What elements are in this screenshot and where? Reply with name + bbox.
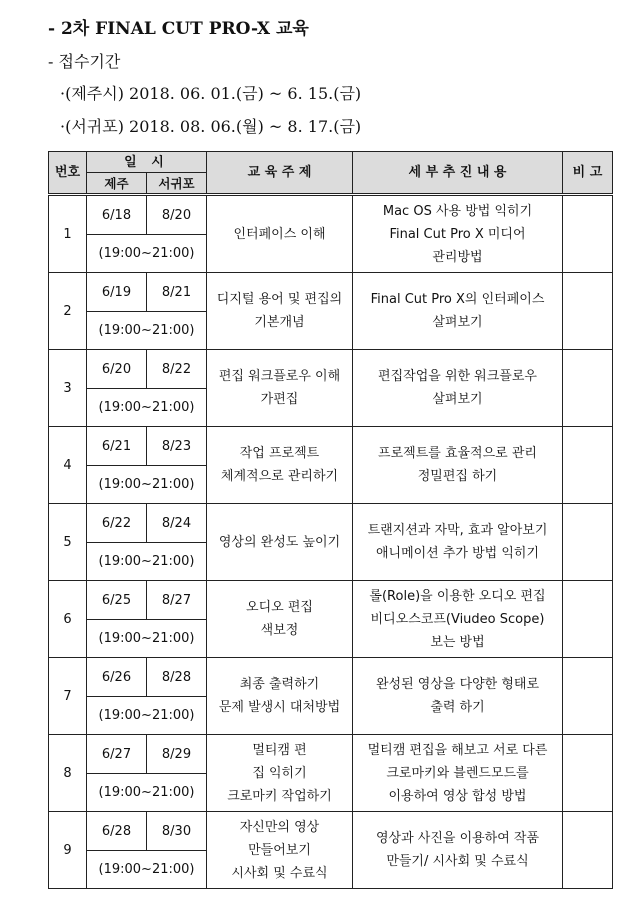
detail-cell-line: 편집작업을 위한 워크플로우 — [378, 369, 537, 384]
subject-cell-line: 인터페이스 이해 — [233, 226, 326, 242]
subject-cell-line: 영상의 완성도 높이기 — [218, 534, 341, 550]
time-cell: (19:00~21:00) — [87, 543, 207, 581]
detail-cell — [353, 350, 563, 427]
subject-cell — [207, 273, 353, 350]
header-note: 비 고 — [563, 152, 613, 195]
time-cell: (19:00~21:00) — [87, 851, 207, 889]
detail-cell-line: 멀티캠 편집을 해보고 서로 다른 — [367, 742, 548, 758]
subject-cell-line: 시사회 및 수료식 — [231, 865, 328, 881]
detail-cell — [353, 658, 563, 735]
note-cell — [563, 504, 613, 581]
table-row — [49, 350, 613, 389]
row-number: 9 — [49, 812, 87, 889]
subject-cell-line: 오디오 편집 — [246, 600, 313, 615]
subject-cell-line: 문제 발생시 대처방법 — [218, 700, 341, 715]
time-cell: (19:00~21:00) — [87, 620, 207, 658]
note-cell — [563, 350, 613, 427]
note-cell — [563, 581, 613, 658]
detail-cell-line: 살펴보기 — [432, 392, 483, 407]
seogwipo-date: 8/27 — [147, 581, 207, 620]
row-number: 2 — [49, 273, 87, 350]
time-cell: (19:00~21:00) — [87, 235, 207, 273]
detail-cell-line: Mac OS 사용 방법 익히기 — [382, 203, 533, 219]
subject-cell — [207, 735, 353, 812]
header-subject: 교 육 주 제 — [207, 152, 353, 195]
header-date: 일 시 — [87, 152, 207, 173]
seogwipo-date: 8/22 — [147, 350, 207, 389]
subject-cell-line: 디지털 용어 및 편집의 — [216, 292, 343, 307]
subject-cell-line: 기본개념 — [254, 315, 305, 330]
detail-cell-line: 영상과 사진을 이용하여 작품 — [375, 831, 540, 846]
detail-cell-line: 정밀편집 하기 — [417, 469, 498, 484]
subject-cell-line: 최종 출력하기 — [239, 677, 320, 692]
table-row — [49, 504, 613, 543]
detail-cell-line: 프로젝트를 효율적으로 관리 — [378, 446, 537, 461]
table-row — [49, 735, 613, 774]
row-number: 6 — [49, 581, 87, 658]
subject-cell-line: 가편집 — [260, 392, 299, 407]
header-no: 번호 — [49, 152, 87, 195]
detail-cell-line: Final Cut Pro X 미디어 — [389, 226, 526, 242]
header-seogwipo: 서귀포 — [147, 173, 207, 195]
detail-cell-line: 트랜지션과 자막, 효과 알아보기 — [367, 523, 548, 538]
table-row — [49, 427, 613, 466]
row-number: 5 — [49, 504, 87, 581]
period-label: - 접수기간 — [48, 52, 121, 71]
jeju-date: 6/22 — [87, 504, 147, 543]
detail-cell-line: 보는 방법 — [430, 634, 485, 650]
subject-cell-line: 체계적으로 관리하기 — [220, 469, 339, 484]
jeju-date: 6/27 — [87, 735, 147, 774]
jeju-date: 6/18 — [87, 195, 147, 235]
time-cell: (19:00~21:00) — [87, 697, 207, 735]
detail-cell — [353, 195, 563, 273]
row-number: 8 — [49, 735, 87, 812]
jeju-date: 6/25 — [87, 581, 147, 620]
detail-cell — [353, 504, 563, 581]
table-row — [49, 658, 613, 697]
subject-cell — [207, 504, 353, 581]
note-cell — [563, 195, 613, 273]
subject-cell-line: 편집 워크플로우 이해 — [218, 369, 341, 384]
note-cell — [563, 658, 613, 735]
subject-cell-line: 멀티캠 편 — [252, 742, 307, 758]
jeju-date: 6/28 — [87, 812, 147, 851]
header-jeju: 제주 — [87, 173, 147, 195]
subject-cell-line: 작업 프로젝트 — [239, 446, 320, 461]
note-cell — [563, 735, 613, 812]
note-cell — [563, 812, 613, 889]
jeju-date: 6/21 — [87, 427, 147, 466]
detail-cell — [353, 812, 563, 889]
note-cell — [563, 273, 613, 350]
seogwipo-date: 8/28 — [147, 658, 207, 697]
subject-cell — [207, 350, 353, 427]
jeju-date: 6/20 — [87, 350, 147, 389]
seogwipo-date: 8/29 — [147, 735, 207, 774]
table-row — [49, 581, 613, 620]
schedule-table — [48, 151, 613, 889]
note-cell — [563, 427, 613, 504]
subject-cell — [207, 195, 353, 273]
jeju-period: ·(제주시) 2018. 06. 01.(금) ~ 6. 15.(금) — [60, 84, 362, 103]
time-cell: (19:00~21:00) — [87, 312, 207, 350]
detail-cell — [353, 427, 563, 504]
subject-cell — [207, 658, 353, 735]
time-cell: (19:00~21:00) — [87, 774, 207, 812]
seogwipo-date: 8/24 — [147, 504, 207, 543]
row-number: 7 — [49, 658, 87, 735]
detail-cell-line: 애니메이션 추가 방법 익히기 — [375, 546, 540, 561]
seogwipo-date: 8/21 — [147, 273, 207, 312]
detail-cell — [353, 273, 563, 350]
subject-cell-line: 집 익히기 — [252, 765, 307, 781]
detail-cell-line: 크로마키와 블렌드모드를 — [386, 765, 529, 781]
detail-cell-line: 비디오스코프(Viudeo Scope) — [370, 611, 545, 627]
detail-cell-line: 살펴보기 — [432, 315, 483, 330]
section-title: - 2차 FINAL CUT PRO-X 교육 — [48, 19, 309, 39]
jeju-date: 6/19 — [87, 273, 147, 312]
detail-cell-line: Final Cut Pro X의 인터페이스 — [370, 292, 545, 307]
detail-cell-line: 관리방법 — [432, 249, 483, 265]
time-cell: (19:00~21:00) — [87, 389, 207, 427]
subject-cell — [207, 812, 353, 889]
subject-cell-line: 크로마키 작업하기 — [227, 788, 332, 804]
subject-cell-line: 만들어보기 — [248, 842, 311, 858]
detail-cell-line: 완성된 영상을 다양한 형태로 — [375, 677, 540, 692]
detail-cell-line: 만들기/ 시사회 및 수료식 — [386, 854, 529, 869]
detail-cell-line: 출력 하기 — [430, 700, 485, 715]
jeju-date: 6/26 — [87, 658, 147, 697]
row-number: 3 — [49, 350, 87, 427]
table-row — [49, 195, 613, 235]
row-number: 4 — [49, 427, 87, 504]
subject-cell — [207, 581, 353, 658]
subject-cell-line: 자신만의 영상 — [239, 819, 320, 835]
seogwipo-date: 8/23 — [147, 427, 207, 466]
header-detail: 세 부 추 진 내 용 — [353, 152, 563, 195]
table-row — [49, 812, 613, 851]
table-row — [49, 273, 613, 312]
seogwipo-period: ·(서귀포) 2018. 08. 06.(월) ~ 8. 17.(금) — [60, 117, 362, 136]
seogwipo-date: 8/30 — [147, 812, 207, 851]
seogwipo-date: 8/20 — [147, 195, 207, 235]
row-number: 1 — [49, 195, 87, 273]
subject-cell-line: 색보정 — [260, 623, 299, 638]
detail-cell — [353, 581, 563, 658]
subject-cell — [207, 427, 353, 504]
detail-cell — [353, 735, 563, 812]
detail-cell-line: 이용하여 영상 합성 방법 — [388, 788, 527, 804]
detail-cell-line: 롤(Role)을 이용한 오디오 편집 — [369, 588, 546, 604]
time-cell: (19:00~21:00) — [87, 466, 207, 504]
